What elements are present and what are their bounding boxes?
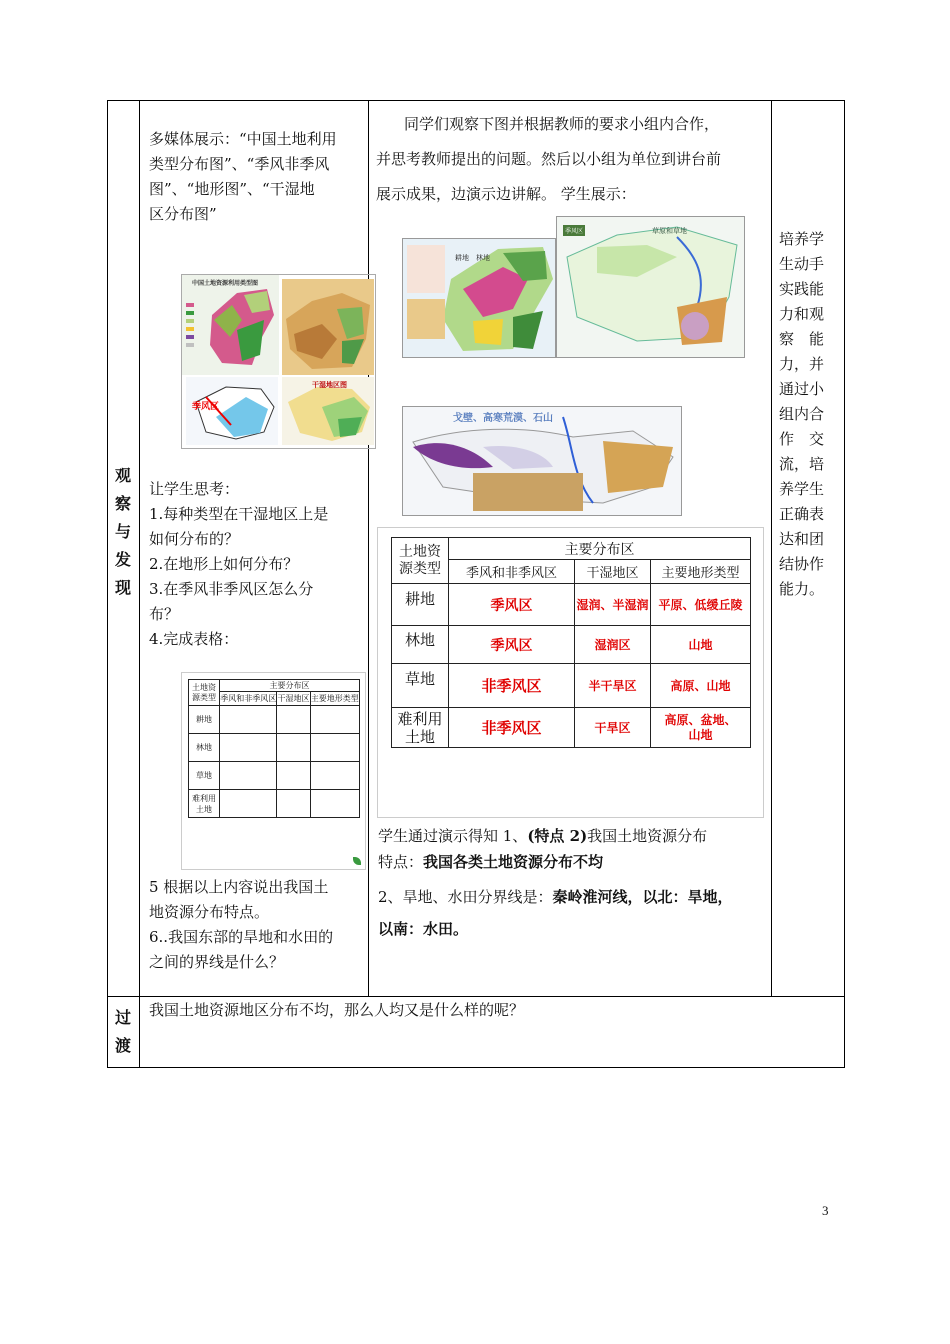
completed-table-image: 土地资 源类型 主要分布区 季风和非季风区 干湿地区 主要地形类型 耕地 季风区 湿润、半湿润 平原、低缓丘陵 林地 季风区 湿润区 山地 草地 非季风区 半干旱区 高原、山地 难利用 土地 非季风区 干旱区 高原、盆地、 山地 bbox=[377, 527, 764, 818]
question-6a: 6..我国东部的旱地和水田的 bbox=[149, 928, 334, 946]
grassland-map: 季风区 草原和草地 bbox=[556, 216, 745, 358]
blank-table-image: 土地资 源类型 主要分布区 季风和非季风区 干湿地区 主要地形类型 耕地 林地 草地 难利用 土地 bbox=[181, 672, 366, 870]
table-top-border bbox=[107, 100, 845, 101]
col-divider-2 bbox=[368, 100, 369, 997]
monsoon-map: 季风区 bbox=[186, 377, 278, 445]
col-divider-1 bbox=[139, 100, 140, 1068]
label-char: 现 bbox=[114, 578, 131, 597]
label-char: 观 bbox=[114, 466, 131, 485]
table-row: 林地 季风区 湿润区 山地 bbox=[392, 626, 751, 664]
table-right-border bbox=[844, 100, 845, 1068]
student-activity-intro: 同学们观察下图并根据教师的要求小组内合作， 并思考教师提出的问题。然后以小组为单位到讲台前 展示成果，边演示边讲解。 学生展示： bbox=[376, 115, 722, 203]
col-divider-3 bbox=[771, 100, 772, 997]
map-thumbnails bbox=[181, 274, 376, 449]
question-6b: 之间的界线是什么？ bbox=[149, 953, 285, 971]
student-map-group-1 bbox=[402, 216, 744, 358]
media-intro: 多媒体展示：“中国土地利用 类型分布图”、“季风非季风 图”、“地形图”、“干湿地 区分布图” bbox=[149, 130, 337, 223]
final-questions bbox=[149, 875, 365, 975]
farmland-forest-map: 耕地 林地 bbox=[402, 238, 556, 358]
think-title: 让学生思考： bbox=[149, 480, 240, 498]
label-char: 发 bbox=[114, 550, 131, 569]
table-bottom-border bbox=[107, 1067, 845, 1068]
page-number: 3 bbox=[822, 1203, 829, 1218]
table-row: 难利用 土地 非季风区 干旱区 高原、盆地、 山地 bbox=[392, 708, 751, 748]
question-2: 2.在地形上如何分布？ bbox=[149, 555, 299, 573]
student-conclusion: 学生通过演示得知 1、(特点 2)我国土地资源分布 特点：我国各类土地资源分布不均 2、旱地、水田分界线是：秦岭淮河线，以北：旱地， 以南：水田。 bbox=[378, 827, 733, 938]
section-label bbox=[111, 462, 135, 602]
think-prompt bbox=[149, 477, 365, 652]
land-use-map: 中国土地资源利用类型图 bbox=[182, 275, 279, 375]
question-5b: 地资源分布特点。 bbox=[149, 903, 270, 921]
teaching-goal: 培养学 生动手 实践能 力和观 察 能 力，并 通过小 组内合 作 交 流，培 养学生 正确表 达和团 结协作 能力。 bbox=[779, 230, 825, 598]
question-1b: 如何分布的？ bbox=[149, 530, 240, 548]
table-left-border bbox=[107, 100, 108, 1068]
question-3b: 布？ bbox=[149, 605, 180, 623]
question-1a: 1.每种类型在干湿地区上是 bbox=[149, 505, 329, 523]
terrain-map bbox=[282, 279, 374, 375]
question-5a: 5 根据以上内容说出我国土 bbox=[149, 878, 329, 896]
row-divider bbox=[107, 996, 845, 997]
question-3a: 3.在季风非季风区怎么分 bbox=[149, 580, 314, 598]
table-row: 耕地 季风区 湿润、半湿润 平原、低缓丘陵 bbox=[392, 584, 751, 626]
transition-label: 过 渡 bbox=[114, 1008, 131, 1055]
label-char: 察 bbox=[114, 494, 131, 513]
label-char: 与 bbox=[114, 522, 131, 541]
transition-text: 我国土地资源地区分布不均，那么人均又是什么样的呢？ bbox=[149, 1001, 525, 1019]
leaf-icon bbox=[353, 857, 361, 865]
question-4: 4.完成表格： bbox=[149, 630, 239, 648]
table-row: 草地 非季风区 半干旱区 高原、山地 bbox=[392, 664, 751, 708]
barren-land-map: 戈壁、高寒荒漠、石山 bbox=[402, 406, 682, 516]
dry-wet-map: 干湿地区图 bbox=[282, 377, 374, 445]
